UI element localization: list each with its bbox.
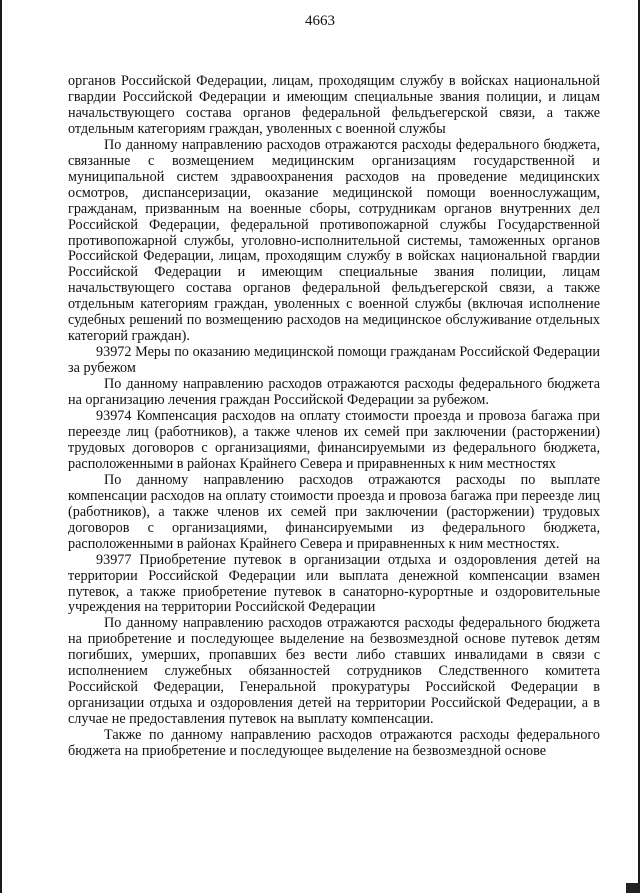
paragraph-code-93977: 93977 Приобретение путевок в организации отдыха и оздоровления детей на территории Российской Федерации или выплата денежной компенсации взамен путевок, а также приобретение путевок в санаторно-курортные и оздоровительные учреждения на территории Российской Федерации <box>68 551 600 616</box>
paragraph-code-93974: 93974 Компенсация расходов на оплату стоимости проезда и провоза багажа при переезде лиц (работников), а также членов их семей при заключении (расторжении) трудовых договоров с организациями, финансируемыми из федерального бюджета, расположенными в районах Крайнего Севера и приравненных к ним местностях <box>68 408 600 472</box>
document-body <box>68 74 600 760</box>
page-number: 4663 <box>305 13 335 29</box>
paragraph-also-93977: Также по данному направлению расходов отражаются расходы федерального бюджета на приобретение и последующее выделение на безвозмездной основе <box>68 727 600 760</box>
paragraph-code-93972: 93972 Меры по оказанию медицинской помощи гражданам Российской Федерации за рубежом <box>68 344 600 377</box>
scan-left-edge <box>0 0 2 893</box>
paragraph-description-93970: По данному направлению расходов отражаются расходы федерального бюджета, связанные с возмещением медицинским организациям государственной и муниципальной систем здравоохранения расходов на проведение медицинских осмотров, диспансеризации, оказание медицинской помощи военнослужащим, гражданам, призванным на военные сборы, сотрудникам органов внутренних дел Российской Федерации, федеральной противопожарной службы Государственной противопожарной службы, уголовно-исполнительной системы, таможенных органов Российской Федерации, лицам, проходящим службу в войсках национальной гвардии Российской Федерации и имеющим специальные звания полиции, лицам начальствующего состава органов федеральной фельдъегерской связи, а также отдельным категориям граждан, уволенных с военной службы (включая исполнение судебных решений по возмещению расходов на медицинское обслуживание отдельных категорий граждан). <box>68 136 600 345</box>
scan-corner-mark <box>626 883 640 893</box>
paragraph-continuation: органов Российской Федерации, лицам, проходящим службу в войсках национальной гвардии Российской Федерации и имеющим специальные звания полиции, и лицам начальствующего состава органов федеральной фельдъегерской связи, а также отдельным категориям граждан, уволенных с военной службы <box>68 73 600 137</box>
paragraph-description-93972: По данному направлению расходов отражаются расходы федерального бюджета на организацию лечения граждан Российской Федерации за рубежом. <box>68 376 600 409</box>
paragraph-description-93977: По данному направлению расходов отражаются расходы федерального бюджета на приобретение и последующее выделение на безвозмездной основе путевок детям погибших, умерших, пропавших без вести либо ставших инвалидами в связи с исполнением служебных обязанностей сотрудников Следственного комитета Российской Федерации, Генеральной прокуратуры Российской Федерации в организации отдыха и оздоровления детей на территории Российской Федерации, а в случае не предоставления путевок на выплату компенсации. <box>68 615 600 728</box>
paragraph-description-93974: По данному направлению расходов отражаются расходы по выплате компенсации расходов на оплату стоимости проезда и провоза багажа при переезде лиц (работников), а также членов их семей при заключении (расторжении) трудовых договоров с организациями, финансируемыми из федерального бюджета, расположенными в районах Крайнего Севера и приравненных к ним местностях. <box>68 471 600 552</box>
